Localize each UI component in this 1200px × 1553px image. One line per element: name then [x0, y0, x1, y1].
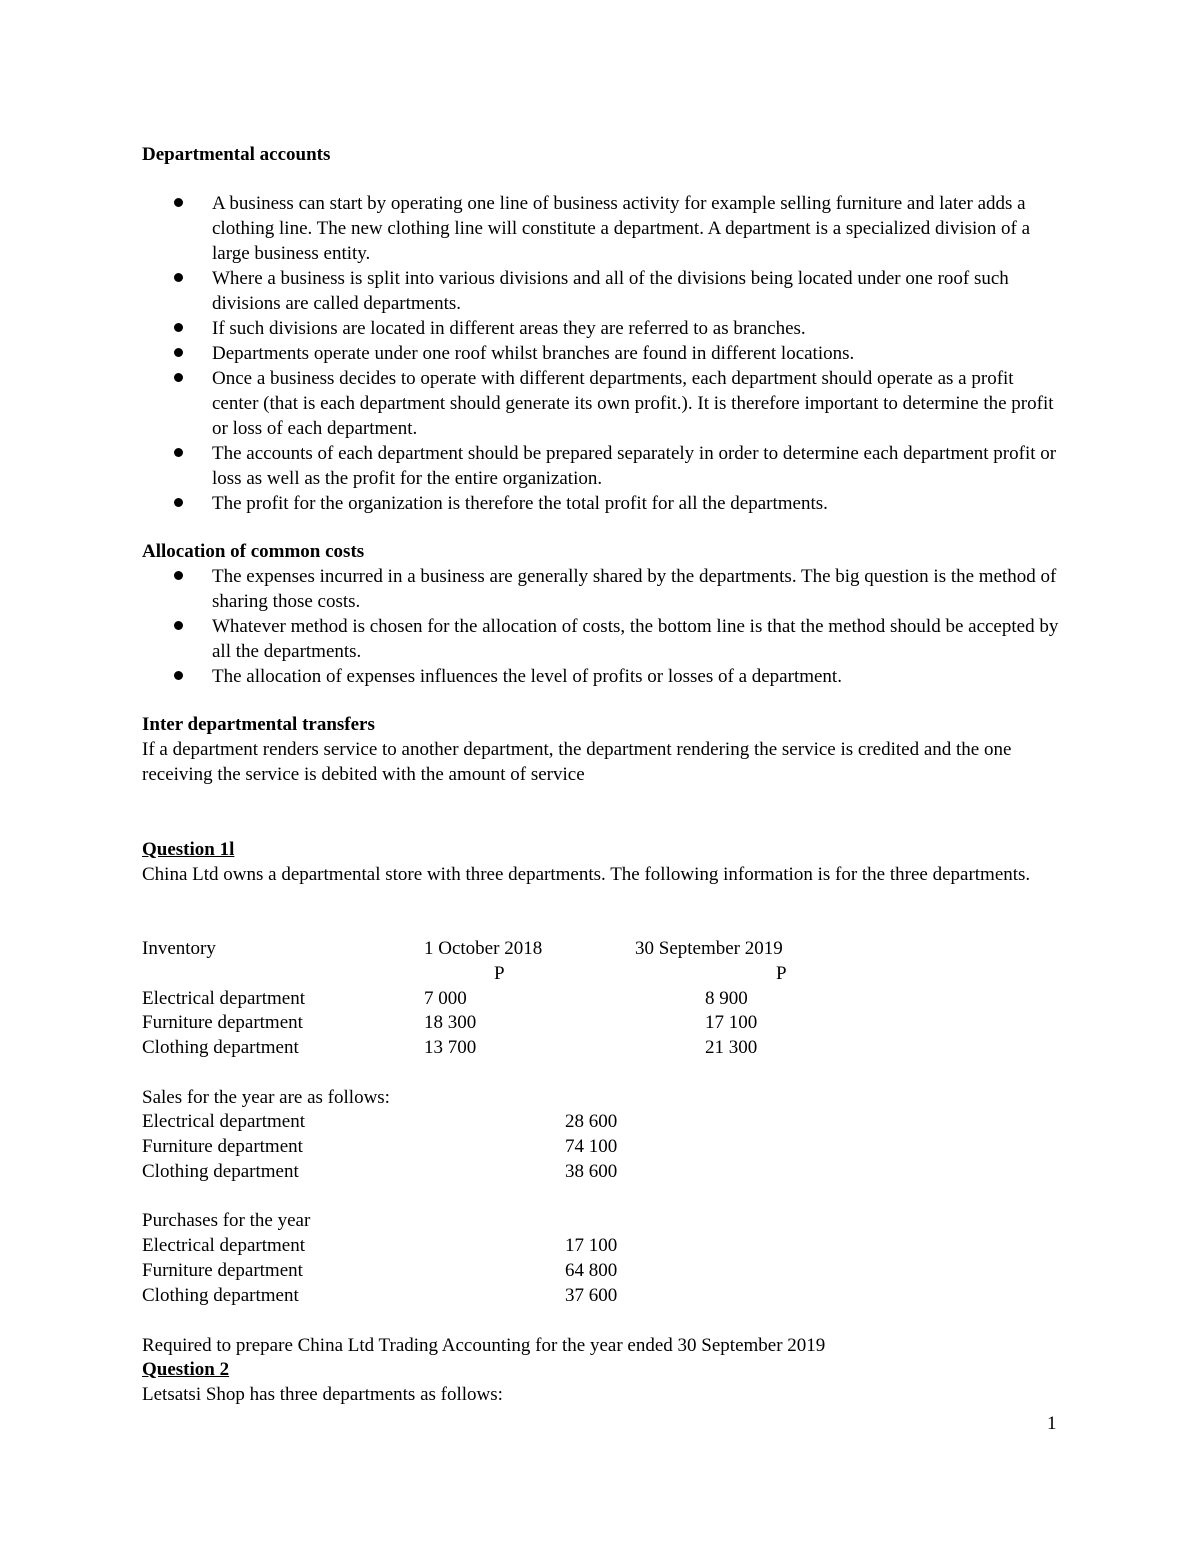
- purchases-label: Purchases for the year: [142, 1210, 311, 1231]
- list-item: Departments operate under one roof whilst branches are found in different locations.: [0, 341, 1062, 366]
- bullet-icon: [174, 323, 183, 332]
- bullet-icon: [174, 198, 183, 207]
- bullet-icon: [174, 448, 183, 457]
- table-cell-closing: 8 900: [705, 988, 748, 1009]
- table-cell-opening: 18 300: [424, 1012, 477, 1033]
- sales-label: Sales for the year are as follows:: [142, 1087, 390, 1108]
- section-heading-allocation-of-common-costs: Allocation of common costs: [142, 541, 365, 562]
- common-costs-list: [0, 564, 1062, 689]
- section-heading-departmental-accounts: Departmental accounts: [142, 144, 331, 165]
- table-cell-value: 28 600: [565, 1111, 618, 1132]
- page-number: 1: [1047, 1413, 1057, 1434]
- table-cell-value: 74 100: [565, 1136, 618, 1157]
- question-1-required: Required to prepare China Ltd Trading Accounting for the year ended 30 September 2019: [142, 1335, 826, 1356]
- list-item: The accounts of each department should be prepared separately in order to determine each department profit or loss as well as the profit for the entire organization.: [0, 441, 1062, 491]
- bullet-icon: [174, 348, 183, 357]
- table-row-dept: Clothing department: [142, 1161, 299, 1182]
- list-item: The allocation of expenses influences the level of profits or losses of a department.: [0, 664, 1062, 689]
- bullet-icon: [174, 273, 183, 282]
- bullet-icon: [174, 621, 183, 630]
- table-row-dept: Furniture department: [142, 1260, 303, 1281]
- inventory-unit-1: P: [494, 963, 505, 984]
- list-item: Once a business decides to operate with different departments, each department should operate as a profit center (that is each department should generate its own profit.). It is therefore important to determine the profit or loss of each department.: [0, 366, 1062, 441]
- table-cell-value: 37 600: [565, 1285, 618, 1306]
- inventory-unit-2: P: [776, 963, 787, 984]
- table-cell-value: 64 800: [565, 1260, 618, 1281]
- inventory-col-header-1: 1 October 2018: [424, 938, 543, 959]
- question-1-intro: China Ltd owns a departmental store with three departments. The following information is for the three departments.: [142, 864, 1031, 885]
- list-item: Whatever method is chosen for the allocation of costs, the bottom line is that the method should be accepted by all the departments.: [0, 614, 1062, 664]
- table-cell-closing: 21 300: [705, 1037, 758, 1058]
- list-item: A business can start by operating one line of business activity for example selling furniture and later adds a clothing line. The new clothing line will constitute a department. A department is a specialized division of a large business entity.: [0, 191, 1062, 266]
- table-row-dept: Electrical department: [142, 988, 305, 1009]
- list-item: The profit for the organization is therefore the total profit for all the departments.: [0, 491, 1062, 516]
- table-row-dept: Electrical department: [142, 1235, 305, 1256]
- table-cell-opening: 13 700: [424, 1037, 477, 1058]
- section-heading-inter-departmental-transfers: Inter departmental transfers: [142, 714, 375, 735]
- table-row-dept: Furniture department: [142, 1012, 303, 1033]
- table-row-dept: Electrical department: [142, 1111, 305, 1132]
- bullet-icon: [174, 671, 183, 680]
- bullet-icon: [174, 571, 183, 580]
- question-1-heading: Question 1l: [142, 839, 235, 860]
- list-item: If such divisions are located in different areas they are referred to as branches.: [0, 316, 1062, 341]
- inter-departmental-transfers-text: If a department renders service to another department, the department rendering the service is credited and the one receiving the service is debited with the amount of service: [142, 739, 1012, 785]
- departmental-accounts-list: [0, 191, 1062, 516]
- question-2-heading: Question 2: [142, 1359, 230, 1380]
- list-item: The expenses incurred in a business are generally shared by the departments. The big question is the method of sharing those costs.: [0, 564, 1062, 614]
- bullet-icon: [174, 373, 183, 382]
- table-row-dept: Clothing department: [142, 1285, 299, 1306]
- table-row-dept: Furniture department: [142, 1136, 303, 1157]
- table-cell-closing: 17 100: [705, 1012, 758, 1033]
- inventory-label: Inventory: [142, 938, 216, 959]
- table-cell-opening: 7 000: [424, 988, 467, 1009]
- table-cell-value: 17 100: [565, 1235, 618, 1256]
- table-row-dept: Clothing department: [142, 1037, 299, 1058]
- question-2-intro: Letsatsi Shop has three departments as follows:: [142, 1384, 503, 1405]
- list-item: Where a business is split into various divisions and all of the divisions being located under one roof such divisions are called departments.: [0, 266, 1062, 316]
- bullet-icon: [174, 498, 183, 507]
- inventory-col-header-2: 30 September 2019: [635, 938, 783, 959]
- table-cell-value: 38 600: [565, 1161, 618, 1182]
